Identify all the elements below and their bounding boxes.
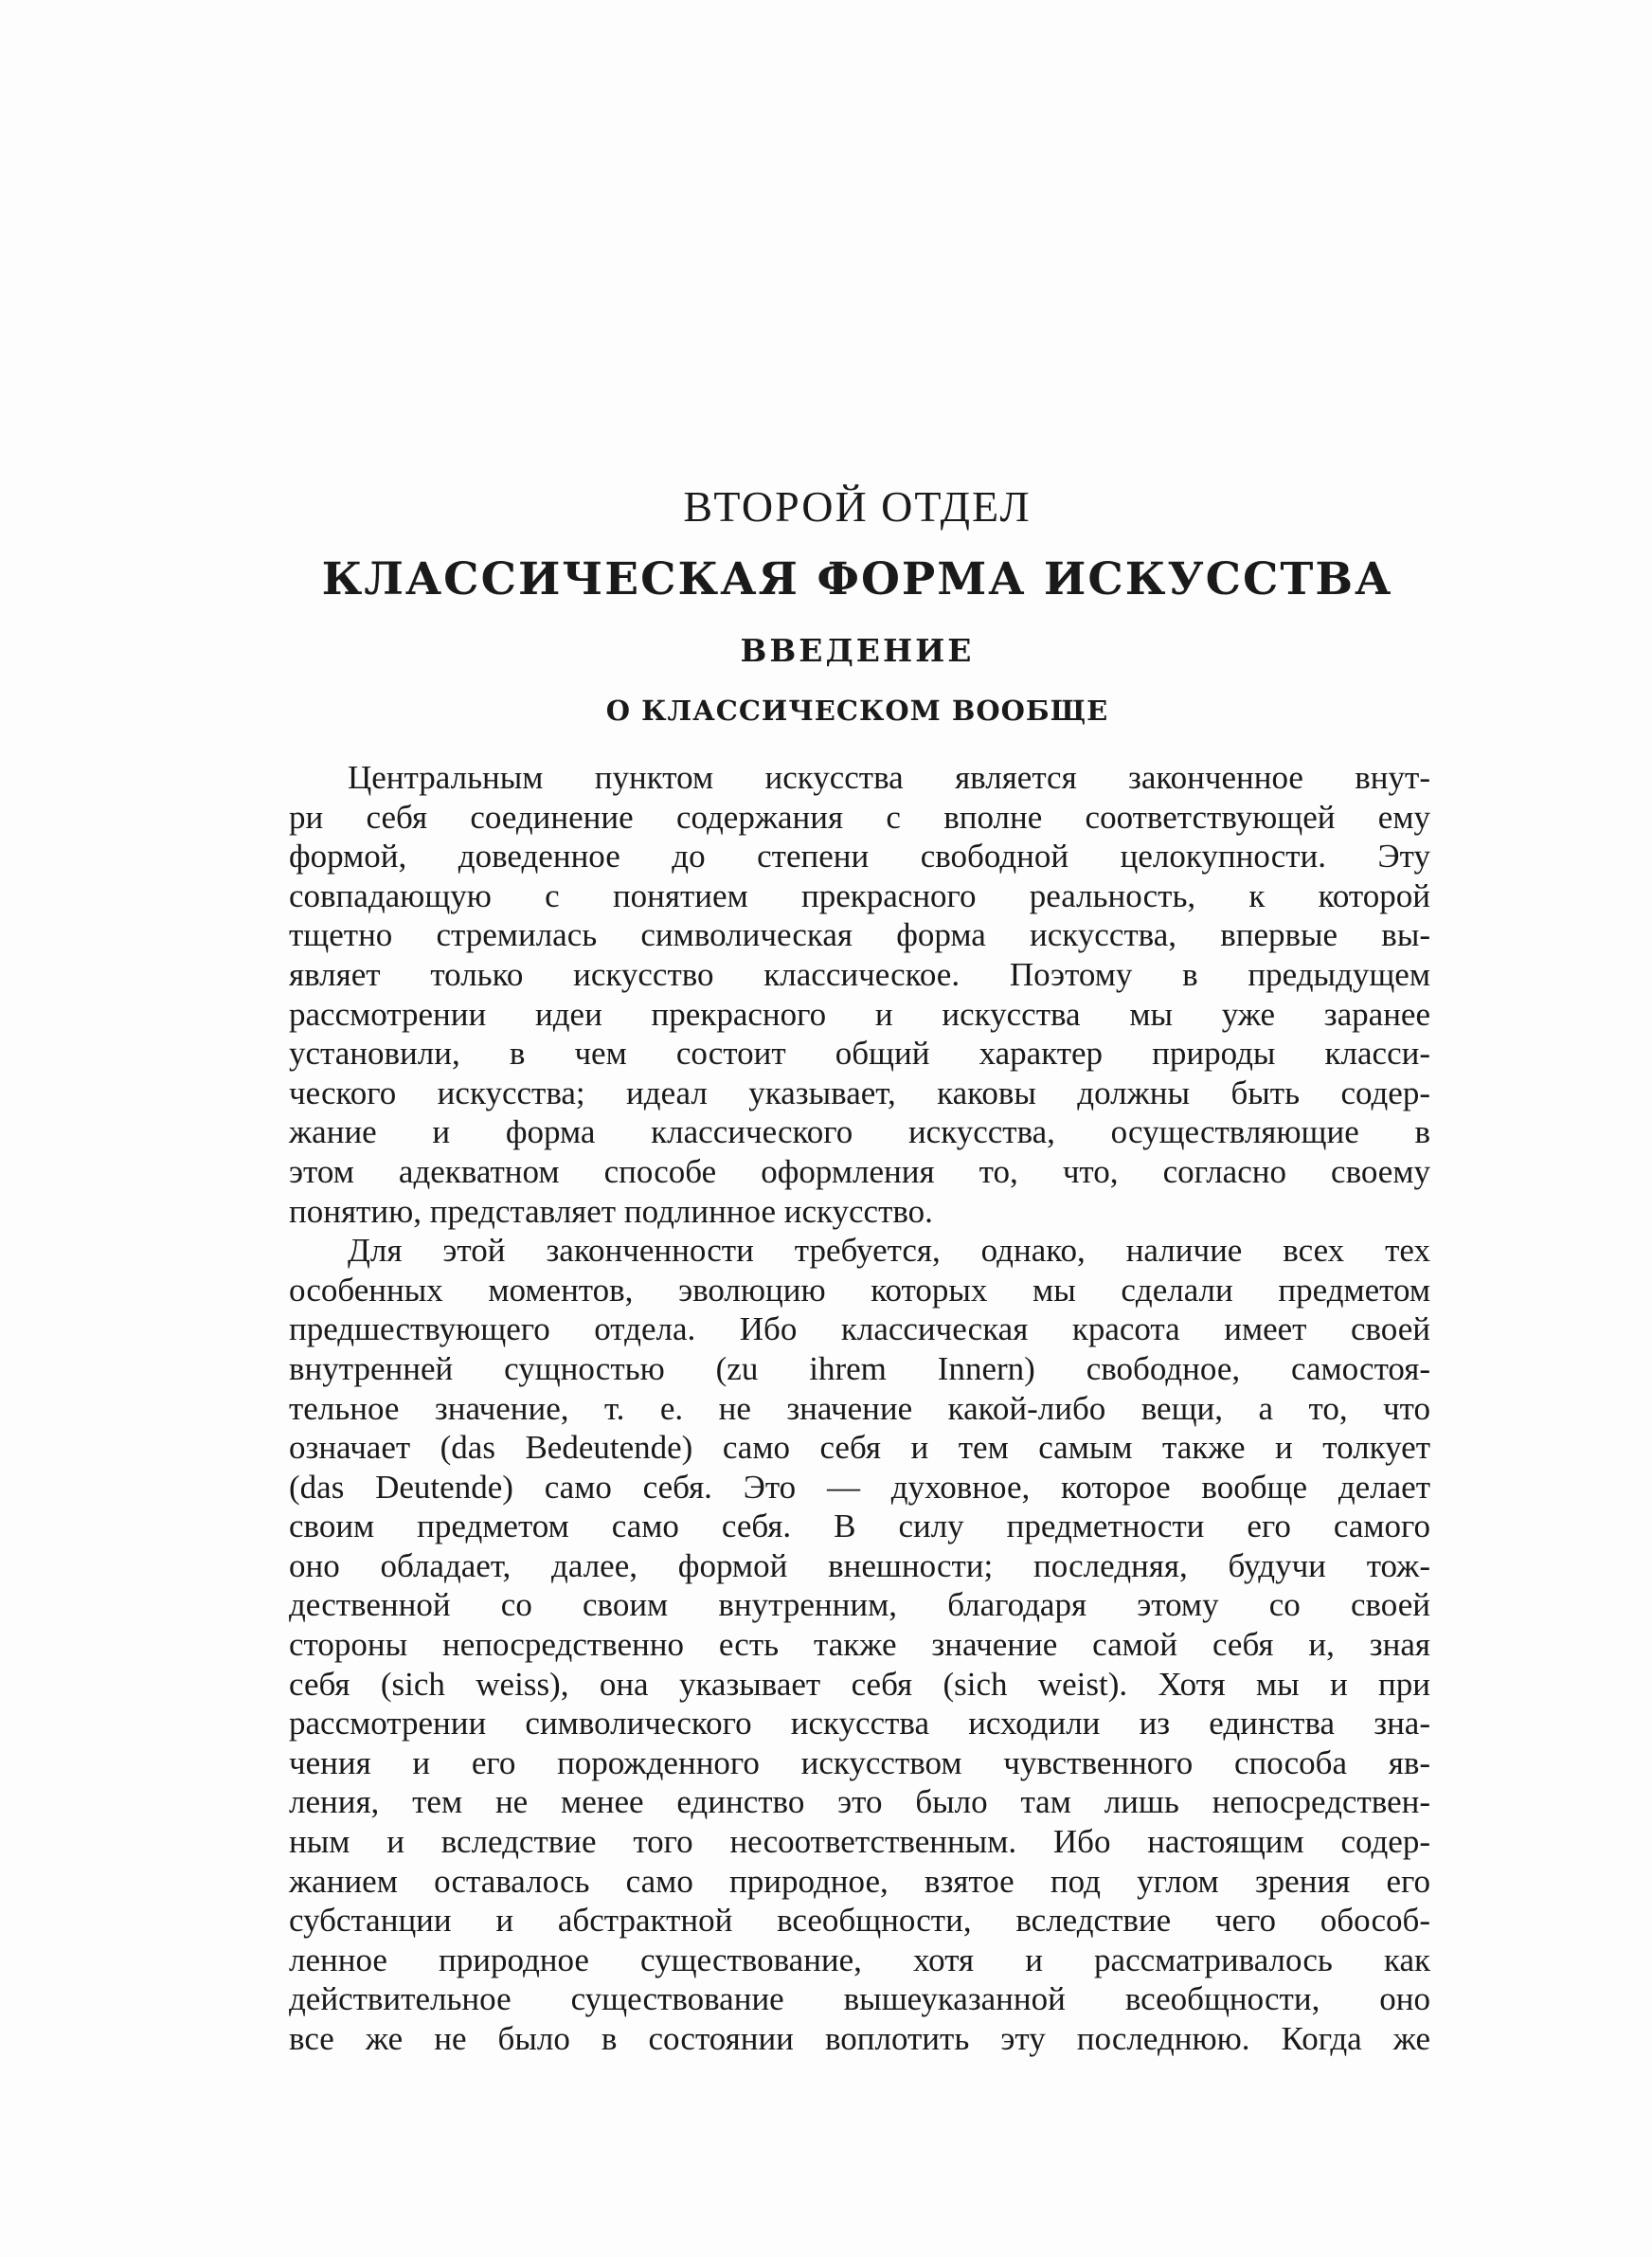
text-line: формой, доведенное до степени свободной целокупности. Эту: [289, 838, 1430, 876]
text-line: совпадающую с понятием прекрасного реальность, к которой: [289, 876, 1430, 914]
text-line: стороны непосредственно есть также значение самой себя и, зная: [289, 1626, 1430, 1664]
text-line: себя (sich weiss), она указывает себя (sich weist). Хотя мы и при: [289, 1665, 1430, 1703]
text-line: ным и вследствие того несоответственным. Ибо настоящим содер-: [289, 1823, 1430, 1861]
text-line: Центральным пунктом искусства является законченное внут-: [348, 759, 1430, 796]
text-line: Для этой законченности требуется, однако, наличие всех тех: [348, 1232, 1430, 1270]
text-line: тельное значение, т. е. не значение какой-либо вещи, а то, что: [289, 1389, 1430, 1427]
text-line: предшествующего отдела. Ибо классическая красота имеет своей: [289, 1310, 1430, 1348]
text-line: все же не было в состоянии воплотить эту последнюю. Когда же: [289, 2020, 1430, 2057]
text-line: чения и его порожденного искусством чувственного способа яв-: [289, 1743, 1430, 1781]
text-line: (das Deutende) само себя. Это — духовное, которое вообще делает: [289, 1468, 1430, 1506]
part-title: КЛАССИЧЕСКАЯ ФОРМА ИСКУССТВА: [321, 553, 1393, 605]
sub-title: О КЛАССИЧЕСКОМ ВООБЩЕ: [605, 695, 1109, 727]
text-line: ления, тем не менее единство это было там лишь непосредствен-: [289, 1783, 1430, 1821]
text-line: тщетно стремилась символическая форма искусства, впервые вы-: [289, 916, 1430, 954]
text-line: внутренней сущностью (zu ihrem Innern) свободное, самостоя-: [289, 1349, 1430, 1387]
text-line: рассмотрении символического искусства исходили из единства зна-: [289, 1705, 1430, 1742]
text-line: жание и форма классического искусства, осуществляющие в: [289, 1113, 1430, 1151]
text-line: действительное существование вышеуказанной всеобщности, оно: [289, 1980, 1430, 2018]
intro-title: ВВЕДЕНИЕ: [740, 632, 975, 669]
body-text: [289, 758, 1430, 2059]
text-line: рассмотрении идеи прекрасного и искусства мы уже заранее: [289, 995, 1430, 1033]
text-line: означает (das Bedeutende) само себя и тем самым также и толкует: [289, 1429, 1430, 1467]
text-line: оно обладает, далее, формой внешности; последняя, будучи тож-: [289, 1546, 1430, 1584]
text-line: ленное природное существование, хотя и рассматривалось как: [289, 1941, 1430, 1978]
text-line: ри себя соединение содержания с вполне соответствующей ему: [289, 798, 1430, 836]
text-line: дественной со своим внутренним, благодаря этому со своей: [289, 1586, 1430, 1624]
text-line: установили, в чем состоит общий характер природы класси-: [289, 1035, 1430, 1073]
section-label: ВТОРОЙ ОТДЕЛ: [683, 482, 1032, 531]
text-line: особенных моментов, эволюцию которых мы сделали предметом: [289, 1271, 1430, 1309]
headings: [284, 478, 1430, 734]
text-line: жанием оставалось само природное, взятое под углом зрения его: [289, 1862, 1430, 1900]
text-line: понятию, представляет подлинное искусство.: [289, 1192, 933, 1230]
text-line: являет только искусство классическое. Поэтому в предыдущем: [289, 955, 1430, 993]
text-line: своим предметом само себя. В силу предметности его самого: [289, 1508, 1430, 1545]
text-line: ческого искусства; идеал указывает, каковы должны быть содер-: [289, 1074, 1430, 1111]
text-line: этом адекватном способе оформления то, что, согласно своему: [289, 1152, 1430, 1190]
text-line: субстанции и абстрактной всеобщности, вследствие чего обособ-: [289, 1902, 1430, 1940]
